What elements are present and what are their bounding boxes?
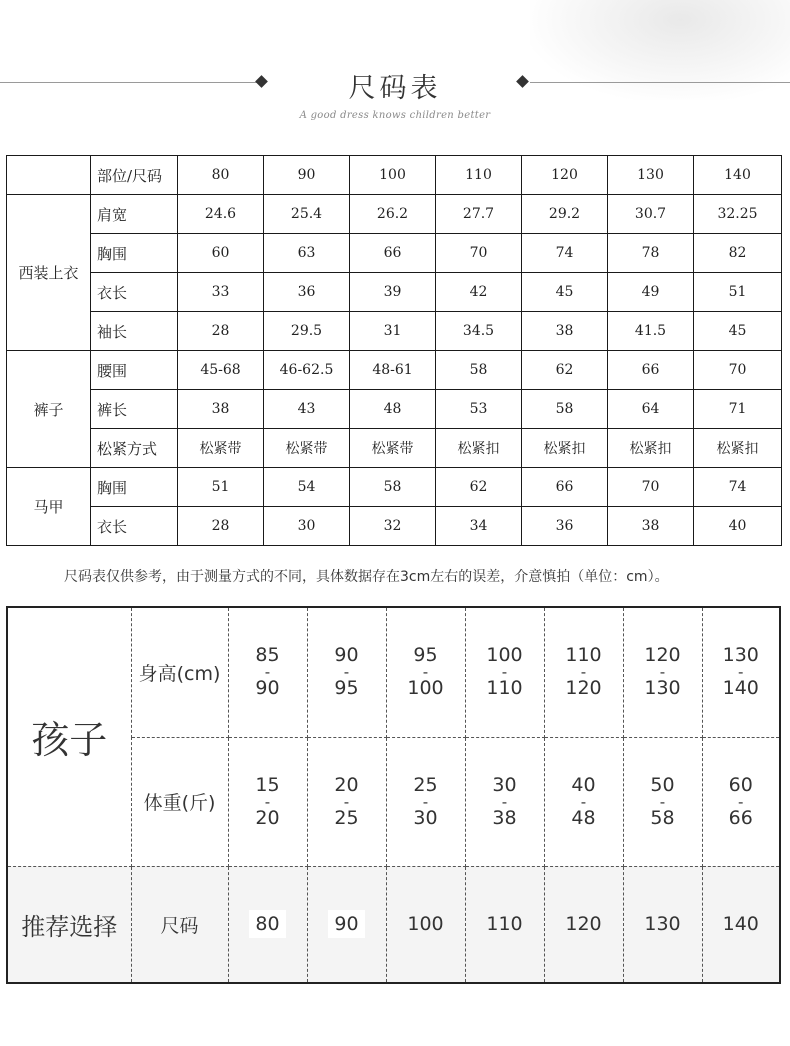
- row-label: 衣长: [91, 507, 178, 546]
- row-label: 胸围: [91, 234, 178, 273]
- table-cell: 松紧带: [350, 429, 436, 468]
- table-cell: 松紧扣: [522, 429, 608, 468]
- table-cell: 41.5: [608, 312, 694, 351]
- header-label: 部位/尺码: [91, 156, 178, 195]
- recommend-size-cell: [307, 866, 386, 982]
- table-cell: 58: [436, 351, 522, 390]
- table-cell: 49: [608, 273, 694, 312]
- group-label: 西装上衣: [7, 195, 91, 351]
- range-cell: [702, 737, 779, 866]
- row-label: 袖长: [91, 312, 178, 351]
- recommend-size: 120: [565, 913, 602, 936]
- table-row: [7, 273, 782, 312]
- table-cell: 松紧扣: [436, 429, 522, 468]
- table-cell: 34: [436, 507, 522, 546]
- range-end: 120: [565, 677, 602, 700]
- size-header-cell: 90: [264, 156, 350, 195]
- table-cell: 62: [436, 468, 522, 507]
- table-cell: 54: [264, 468, 350, 507]
- table-cell: 66: [350, 234, 436, 273]
- range-start: 120: [644, 644, 681, 667]
- size-header-cell: 120: [522, 156, 608, 195]
- table-cell: 24.6: [178, 195, 264, 234]
- weight-label: 体重(斤): [131, 737, 228, 866]
- table-cell: 46-62.5: [264, 351, 350, 390]
- table-cell: 36: [522, 507, 608, 546]
- table-cell: 82: [694, 234, 782, 273]
- range-separator: -: [501, 792, 508, 811]
- range-cell: [228, 608, 307, 737]
- table-cell: 32: [350, 507, 436, 546]
- range-end: 140: [722, 677, 759, 700]
- table-cell: 32.25: [694, 195, 782, 234]
- range-cell: [544, 737, 623, 866]
- range-start: 50: [650, 773, 675, 796]
- recommend-size-cell: [623, 866, 702, 982]
- table-cell: 51: [694, 273, 782, 312]
- recommend-size-cell: [228, 866, 307, 982]
- range-separator: -: [738, 663, 744, 682]
- table-cell: 70: [694, 351, 782, 390]
- range-separator: -: [580, 663, 587, 682]
- size-header-cell: 100: [350, 156, 436, 195]
- table-cell: 30: [264, 507, 350, 546]
- range-end: 90: [255, 677, 280, 700]
- size-header-cell: 80: [178, 156, 264, 195]
- range-start: 100: [486, 644, 523, 667]
- table-cell: 27.7: [436, 195, 522, 234]
- row-label: 裤长: [91, 390, 178, 429]
- recommend-size: 110: [486, 913, 523, 936]
- range-separator: -: [343, 663, 350, 682]
- range-separator: -: [501, 663, 508, 682]
- table-row: [7, 507, 782, 546]
- range-end: 66: [728, 806, 753, 829]
- row-label: 胸围: [91, 468, 178, 507]
- range-start: 95: [413, 644, 438, 667]
- table-cell: 28: [178, 507, 264, 546]
- size-header-cell: 130: [608, 156, 694, 195]
- table-cell: 62: [522, 351, 608, 390]
- table-cell: 63: [264, 234, 350, 273]
- size-note: 尺码表仅供参考，由于测量方式的不同，具体数据存在3cm左右的误差，介意慎拍（单位：cm）。: [64, 569, 669, 585]
- group-label: 马甲: [7, 468, 91, 546]
- page-title: 尺码表: [348, 73, 442, 104]
- table-cell: 66: [608, 351, 694, 390]
- range-cell: [623, 608, 702, 737]
- range-end: 30: [413, 806, 438, 829]
- range-cell: [465, 737, 544, 866]
- recommend-size: 100: [407, 913, 444, 936]
- range-start: 85: [255, 644, 280, 667]
- range-start: 90: [334, 644, 359, 667]
- group-label: 裤子: [7, 351, 91, 468]
- range-end: 38: [492, 806, 517, 829]
- corner-cell: [7, 156, 91, 195]
- table-cell: 70: [436, 234, 522, 273]
- range-cell: [307, 608, 386, 737]
- range-start: 130: [722, 644, 759, 667]
- table-cell: 39: [350, 273, 436, 312]
- recommend-size-cell: [465, 866, 544, 982]
- range-separator: -: [422, 663, 429, 682]
- table-cell: 48-61: [350, 351, 436, 390]
- table-cell: 26.2: [350, 195, 436, 234]
- table-cell: 40: [694, 507, 782, 546]
- table-row: [7, 468, 782, 507]
- table-cell: 33: [178, 273, 264, 312]
- range-end: 48: [571, 806, 596, 829]
- range-end: 25: [334, 806, 359, 829]
- table-cell: 30.7: [608, 195, 694, 234]
- recommend-table: [8, 608, 779, 982]
- row-label: 衣长: [91, 273, 178, 312]
- table-cell: 78: [608, 234, 694, 273]
- size-header-cell: 110: [436, 156, 522, 195]
- table-row: [7, 312, 782, 351]
- range-cell: [228, 737, 307, 866]
- table-cell: 42: [436, 273, 522, 312]
- range-start: 40: [571, 773, 596, 796]
- table-cell: 松紧扣: [694, 429, 782, 468]
- range-cell: [544, 608, 623, 737]
- table-cell: 66: [522, 468, 608, 507]
- range-start: 25: [413, 773, 438, 796]
- table-cell: 29.5: [264, 312, 350, 351]
- height-label: 身高(cm): [131, 608, 228, 737]
- table-row: [7, 429, 782, 468]
- range-end: 20: [255, 806, 280, 829]
- range-start: 60: [728, 773, 753, 796]
- row-label: 肩宽: [91, 195, 178, 234]
- recommend-size-cell: [544, 866, 623, 982]
- table-row: [7, 195, 782, 234]
- range-start: 20: [334, 773, 359, 796]
- recommend-size: 90: [328, 910, 364, 938]
- table-cell: 45: [522, 273, 608, 312]
- table-cell: 53: [436, 390, 522, 429]
- range-separator: -: [422, 792, 429, 811]
- table-cell: 45-68: [178, 351, 264, 390]
- table-cell: 43: [264, 390, 350, 429]
- table-cell: 31: [350, 312, 436, 351]
- range-end: 95: [334, 677, 359, 700]
- table-cell: 34.5: [436, 312, 522, 351]
- table-cell: 松紧带: [264, 429, 350, 468]
- range-separator: -: [343, 792, 350, 811]
- table-cell: 64: [608, 390, 694, 429]
- recommend-size-cell: [386, 866, 465, 982]
- header-line-right: [530, 82, 790, 83]
- table-cell: 28: [178, 312, 264, 351]
- table-cell: 74: [522, 234, 608, 273]
- table-row: [7, 351, 782, 390]
- recommend-label: 推荐选择: [8, 866, 131, 982]
- table-cell: 38: [178, 390, 264, 429]
- size-label: 尺码: [131, 866, 228, 982]
- row-label: 腰围: [91, 351, 178, 390]
- table-cell: 58: [350, 468, 436, 507]
- recommend-size: 130: [644, 913, 681, 936]
- range-end: 58: [650, 806, 675, 829]
- table-cell: 38: [522, 312, 608, 351]
- size-header-row: [7, 156, 782, 195]
- range-start: 15: [255, 773, 280, 796]
- range-cell: [307, 737, 386, 866]
- range-end: 110: [486, 677, 523, 700]
- table-cell: 25.4: [264, 195, 350, 234]
- recommend-size: 80: [249, 910, 285, 938]
- table-cell: 74: [694, 468, 782, 507]
- range-cell: [386, 737, 465, 866]
- range-cell: [465, 608, 544, 737]
- table-row: [7, 234, 782, 273]
- range-cell: [386, 608, 465, 737]
- range-separator: -: [738, 792, 744, 811]
- recommend-size: 140: [722, 913, 759, 936]
- table-cell: 70: [608, 468, 694, 507]
- table-cell: 29.2: [522, 195, 608, 234]
- range-separator: -: [264, 792, 271, 811]
- size-header-cell: 140: [694, 156, 782, 195]
- range-cell: [623, 737, 702, 866]
- table-cell: 71: [694, 390, 782, 429]
- table-cell: 38: [608, 507, 694, 546]
- table-cell: 60: [178, 234, 264, 273]
- row-label: 松紧方式: [91, 429, 178, 468]
- table-cell: 45: [694, 312, 782, 351]
- range-separator: -: [659, 663, 666, 682]
- range-separator: -: [264, 663, 271, 682]
- table-cell: 36: [264, 273, 350, 312]
- recommend-table-frame: [6, 606, 781, 984]
- range-end: 130: [644, 677, 681, 700]
- table-cell: 48: [350, 390, 436, 429]
- recommend-size-cell: [702, 866, 779, 982]
- size-chart-table: [6, 155, 782, 546]
- range-start: 30: [492, 773, 517, 796]
- range-end: 100: [407, 677, 444, 700]
- child-label: 孩子: [8, 608, 131, 866]
- page-subtitle: A good dress knows children better: [299, 110, 491, 121]
- table-cell: 松紧扣: [608, 429, 694, 468]
- table-cell: 58: [522, 390, 608, 429]
- table-cell: 松紧带: [178, 429, 264, 468]
- range-start: 110: [565, 644, 602, 667]
- table-row: [7, 390, 782, 429]
- table-cell: 51: [178, 468, 264, 507]
- range-cell: [702, 608, 779, 737]
- range-separator: -: [580, 792, 587, 811]
- range-separator: -: [659, 792, 666, 811]
